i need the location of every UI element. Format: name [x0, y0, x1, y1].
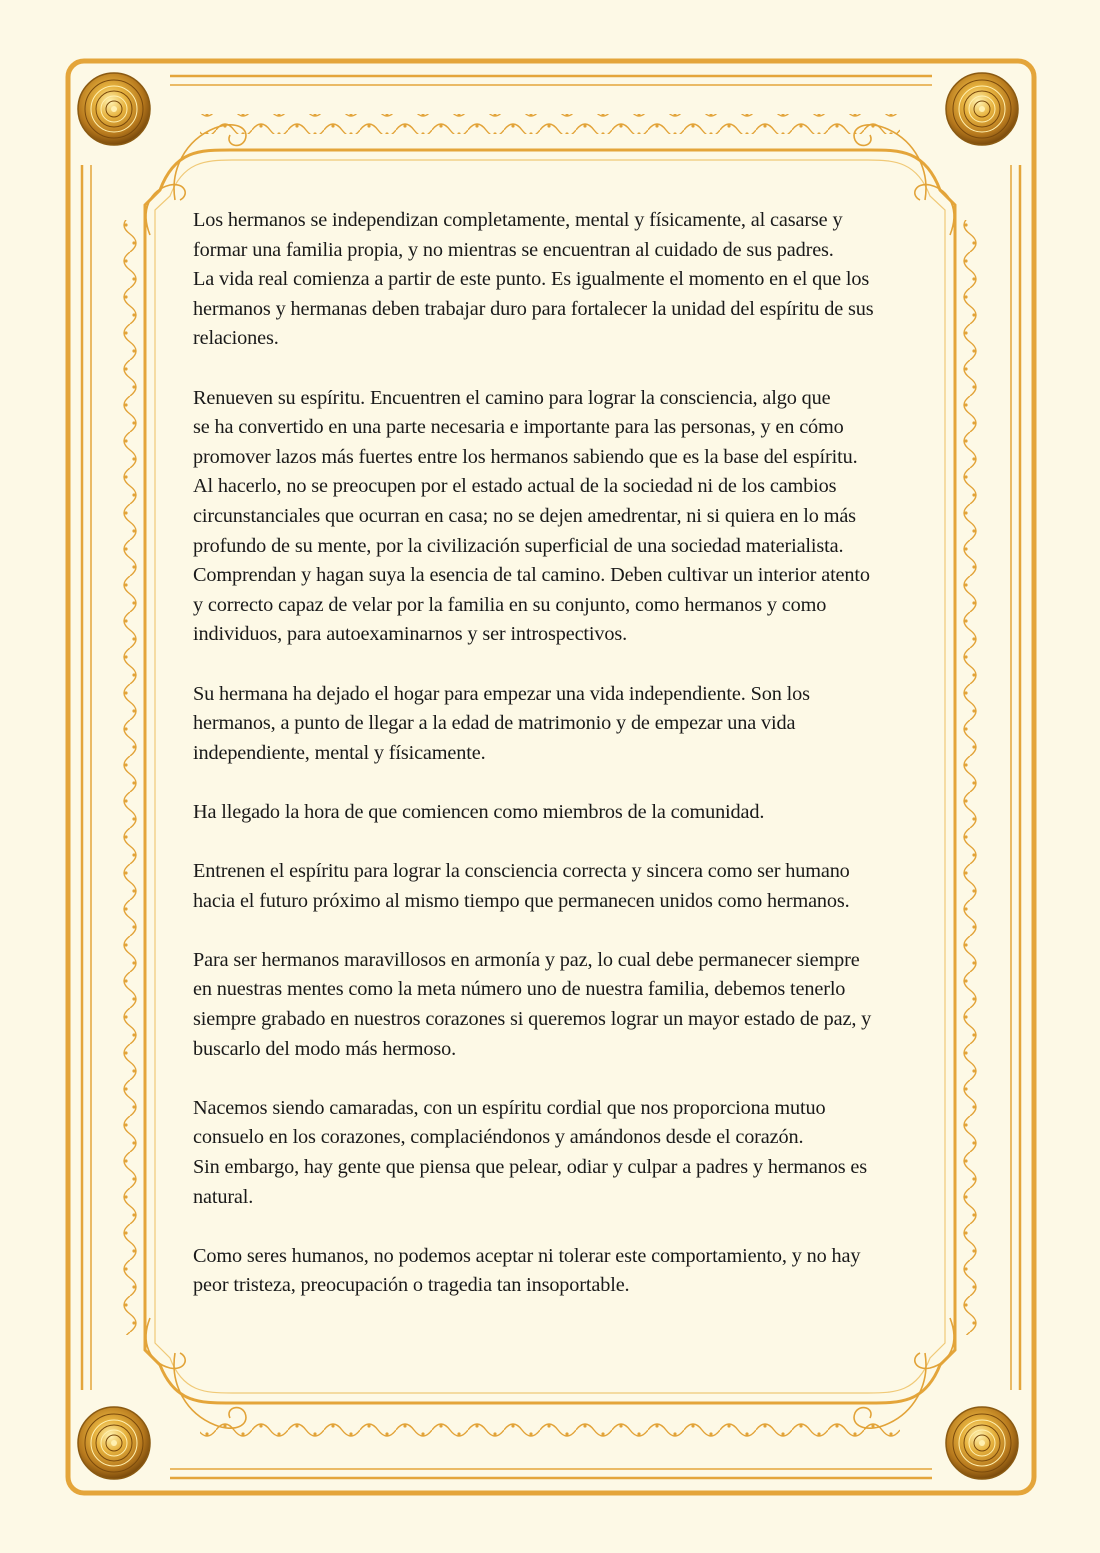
text-line: en nuestras mentes como la meta número uno de nuestra familia, debemos tenerlo [193, 978, 846, 1001]
paragraph [193, 857, 933, 916]
corner-flourish-bottom-right [854, 1318, 954, 1428]
paragraph [193, 680, 933, 769]
text-line: Comprendan y hagan suya la esencia de tal camino. Deben cultivar un interior atento [193, 564, 870, 587]
gold-medallion-icon [78, 73, 150, 145]
text-line: hermanos y hermanas deben trabajar duro para fortalecer la unidad del espíritu de sus [193, 297, 874, 320]
paragraph [193, 946, 933, 1064]
paragraph [193, 1094, 933, 1212]
gold-medallion-icon [946, 1407, 1018, 1479]
text-line: Renueven su espíritu. Encuentren el camino para lograr la consciencia, algo que [193, 386, 831, 409]
scroll-border-top [200, 114, 900, 134]
text-line: La vida real comienza a partir de este punto. Es igualmente el momento en el que los [193, 268, 870, 291]
gold-medallion-icon [78, 1407, 150, 1479]
scroll-border-left [123, 220, 143, 1335]
text-line: profundo de su mente, por la civilización superficial de una sociedad materialista. [193, 534, 844, 557]
text-line: Ha llegado la hora de que comiencen como miembros de la comunidad. [193, 800, 765, 823]
text-line: formar una familia propia, y no mientras se encuentran al cuidado de sus padres. [193, 238, 834, 261]
text-line: Al hacerlo, no se preocupen por el estado actual de la sociedad ni de los cambios [193, 475, 837, 498]
text-line: relaciones. [193, 327, 279, 350]
paragraph [193, 1242, 933, 1301]
document-body [193, 206, 933, 1331]
text-line: peor tristeza, preocupación o tragedia tan insoportable. [193, 1274, 630, 1297]
text-line: se ha convertido en una parte necesaria e importante para las personas, y en cómo [193, 416, 844, 439]
text-line: natural. [193, 1185, 254, 1208]
text-line: buscarlo del modo más hermoso. [193, 1037, 457, 1060]
scroll-border-bottom [200, 1419, 900, 1439]
text-line: Su hermana ha dejado el hogar para empezar una vida independiente. Son los [193, 682, 810, 705]
text-line: hermanos, a punto de llegar a la edad de matrimonio y de empezar una vida [193, 712, 796, 735]
text-line: Para ser hermanos maravillosos en armonía y paz, lo cual debe permanecer siempre [193, 948, 860, 971]
text-line: Como seres humanos, no podemos aceptar ni tolerar este comportamiento, y no hay [193, 1244, 861, 1267]
text-line: hacia el futuro próximo al mismo tiempo que permanecen unidos como hermanos. [193, 889, 850, 912]
text-line: y correcto capaz de velar por la familia en su conjunto, como hermanos y como [193, 593, 827, 616]
text-line: Entrenen el espíritu para lograr la consciencia correcta y sincera como ser humano [193, 860, 850, 883]
paragraph [193, 206, 933, 354]
text-line: Los hermanos se independizan completamente, mental y físicamente, al casarse y [193, 209, 843, 231]
text-line: siempre grabado en nuestros corazones si queremos lograr un mayor estado de paz, y [193, 1008, 872, 1031]
text-line: independiente, mental y físicamente. [193, 741, 486, 764]
gold-medallion-icon [946, 73, 1018, 145]
scroll-border-right [959, 220, 979, 1335]
corner-flourish-bottom-left [146, 1318, 246, 1428]
text-line: promover lazos más fuertes entre los hermanos sabiendo que es la base del espíritu. [193, 445, 858, 468]
text-line: individuos, para autoexaminarnos y ser introspectivos. [193, 623, 628, 646]
text-line: circunstanciales que ocurran en casa; no se dejen amedrentar, ni si quiera en lo más [193, 504, 856, 527]
paragraph [193, 384, 933, 650]
text-line: consuelo en los corazones, complaciéndonos y amándonos desde el corazón. [193, 1126, 804, 1149]
paragraph [193, 798, 933, 828]
text-line: Nacemos siendo camaradas, con un espíritu cordial que nos proporciona mutuo [193, 1096, 826, 1119]
text-line: Sin embargo, hay gente que piensa que pelear, odiar y culpar a padres y hermanos es [193, 1156, 867, 1178]
